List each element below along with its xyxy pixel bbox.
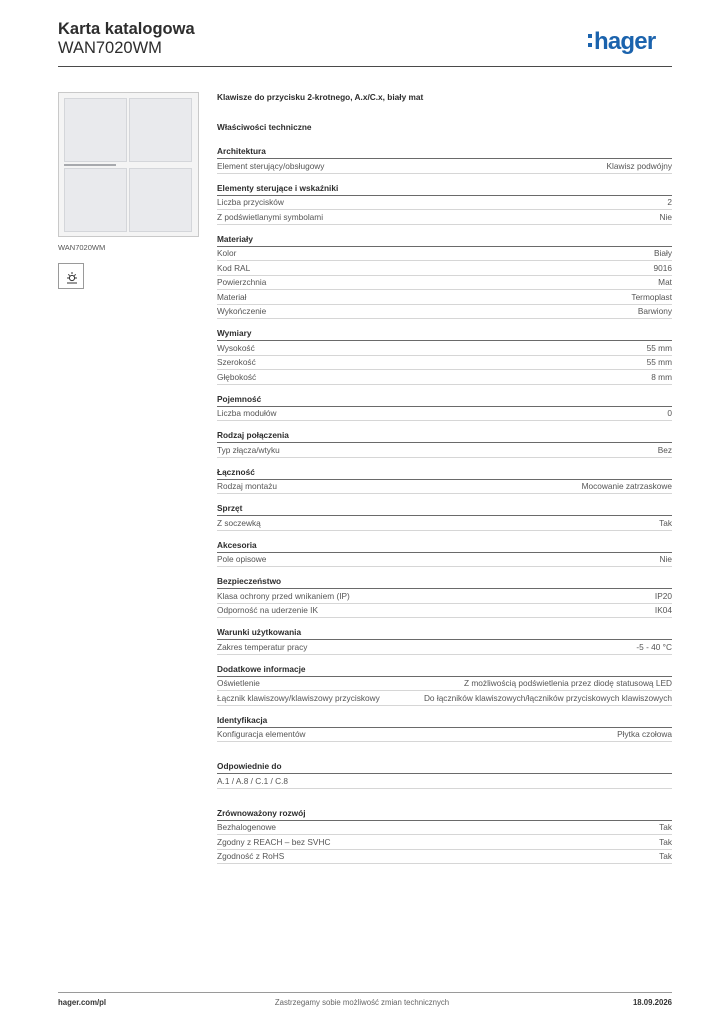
spec-value: 55 mm bbox=[646, 357, 672, 367]
spec-label: Pole opisowe bbox=[217, 554, 267, 564]
rocker-tile bbox=[129, 168, 192, 232]
rocker-tile bbox=[64, 98, 127, 162]
logo-dots bbox=[588, 34, 592, 50]
spec-value: Tak bbox=[659, 517, 672, 528]
spec-value: Nie bbox=[659, 554, 672, 564]
spec-row bbox=[217, 553, 672, 568]
spec-value: Mocowanie zatrzaskowe bbox=[581, 481, 672, 491]
spec-label: Wykończenie bbox=[217, 306, 267, 316]
spec-row bbox=[217, 356, 672, 371]
spec-row bbox=[217, 407, 672, 422]
led-strip bbox=[64, 164, 116, 166]
spec-row bbox=[217, 305, 672, 320]
spec-row bbox=[217, 774, 672, 789]
spec-label: Oświetlenie bbox=[217, 678, 260, 688]
rocker-tile bbox=[129, 98, 192, 162]
spec-value: 55 mm bbox=[646, 342, 672, 353]
spec-value: 8 mm bbox=[651, 371, 672, 382]
header-divider bbox=[58, 66, 672, 67]
product-image bbox=[58, 92, 199, 237]
page-title: Karta katalogowa bbox=[58, 20, 195, 38]
section-title: Identyfikacja bbox=[217, 714, 672, 728]
spec-sections bbox=[217, 145, 672, 742]
footer-date: 18.09.2026 bbox=[632, 998, 672, 1007]
spec-value: IK04 bbox=[654, 605, 672, 615]
spec-label: Z podświetlanymi symbolami bbox=[217, 211, 324, 222]
section-title: Architektura bbox=[217, 145, 672, 159]
spec-value: A.1 / A.8 / C.1 / C.8 bbox=[217, 775, 289, 786]
hager-logo: hager bbox=[594, 28, 656, 55]
section-title: Warunki użytkowania bbox=[217, 626, 672, 640]
spec-value: -5 - 40 °C bbox=[636, 641, 672, 652]
spec-row bbox=[217, 370, 672, 385]
section-title: Rodzaj połączenia bbox=[217, 429, 672, 443]
section-title: Sprzęt bbox=[217, 502, 672, 516]
spec-value: Barwiony bbox=[637, 306, 672, 316]
spec-row bbox=[217, 210, 672, 225]
spec-row bbox=[217, 677, 672, 692]
spec-row bbox=[217, 480, 672, 495]
spec-label: Konfiguracja elementów bbox=[217, 729, 306, 739]
sustainability-section bbox=[217, 807, 672, 865]
spec-section bbox=[217, 429, 672, 458]
spec-value: Do łączników klawiszowych/łączników przyciskowych klawiszowych bbox=[423, 692, 672, 703]
spec-section bbox=[217, 663, 672, 706]
spec-value: Tak bbox=[659, 836, 672, 847]
spec-value: 9016 bbox=[653, 262, 672, 273]
spec-section bbox=[217, 327, 672, 385]
lens-led-icon bbox=[58, 263, 84, 289]
image-caption: WAN7020WM bbox=[58, 243, 106, 252]
spec-row bbox=[217, 640, 672, 655]
spec-label: Rodzaj montażu bbox=[217, 481, 277, 491]
spec-value: Tak bbox=[659, 822, 672, 832]
spec-content bbox=[217, 92, 672, 872]
spec-label: Kod RAL bbox=[217, 262, 251, 273]
product-code: WAN7020WM bbox=[58, 39, 162, 57]
spec-value: IP20 bbox=[654, 590, 672, 601]
spec-section bbox=[217, 145, 672, 174]
spec-label: Powierzchnia bbox=[217, 277, 267, 287]
spec-value: 0 bbox=[667, 408, 672, 418]
section-title: Łączność bbox=[217, 466, 672, 480]
spec-section bbox=[217, 714, 672, 743]
spec-label: Łącznik klawiszowy/klawiszowy przyciskowy bbox=[217, 692, 380, 703]
product-description: Klawisze do przycisku 2-krotnego, A.x/C.x, biały mat bbox=[217, 92, 424, 102]
spec-label: Zgodny z REACH – bez SVHC bbox=[217, 836, 331, 847]
spec-label: Liczba przycisków bbox=[217, 197, 284, 207]
spec-section bbox=[217, 182, 672, 225]
spec-row bbox=[217, 516, 672, 531]
spec-label: Materiał bbox=[217, 291, 247, 302]
footer-divider bbox=[58, 992, 672, 993]
spec-label: Liczba modułów bbox=[217, 408, 277, 418]
spec-value: Klawisz podwójny bbox=[606, 160, 672, 171]
suitable-section bbox=[217, 760, 672, 789]
spec-row bbox=[217, 691, 672, 706]
spec-row bbox=[217, 196, 672, 211]
spec-row bbox=[217, 341, 672, 356]
rocker-tile bbox=[64, 168, 127, 232]
spec-value: Termoplast bbox=[631, 291, 672, 302]
section-title: Materiały bbox=[217, 233, 672, 247]
spec-label: Szerokość bbox=[217, 357, 256, 367]
spec-label: Element sterujący/obsługowy bbox=[217, 160, 325, 171]
spec-row bbox=[217, 443, 672, 458]
section-title: Akcesoria bbox=[217, 539, 672, 553]
spec-value: Z możliwością podświetlenia przez diodę statusową LED bbox=[464, 678, 672, 688]
spec-label: Z soczewką bbox=[217, 517, 261, 528]
spec-section bbox=[217, 393, 672, 422]
spec-label: Zakres temperatur pracy bbox=[217, 641, 308, 652]
section-title: Elementy sterujące i wskaźniki bbox=[217, 182, 672, 196]
section-title: Pojemność bbox=[217, 393, 672, 407]
spec-value: Nie bbox=[659, 211, 672, 222]
spec-label: Głębokość bbox=[217, 371, 257, 382]
spec-row bbox=[217, 276, 672, 291]
spec-section bbox=[217, 233, 672, 320]
section-title: Zrównoważony rozwój bbox=[217, 807, 672, 821]
section-title: Dodatkowe informacje bbox=[217, 663, 672, 677]
spec-label: Bezhalogenowe bbox=[217, 822, 277, 832]
spec-section bbox=[217, 575, 672, 618]
spec-section bbox=[217, 502, 672, 531]
footer-disclaimer: Zastrzegamy sobie możliwość zmian technicznych bbox=[274, 998, 450, 1007]
spec-section bbox=[217, 466, 672, 495]
spec-section bbox=[217, 626, 672, 655]
spec-value: 2 bbox=[667, 197, 672, 207]
spec-row bbox=[217, 835, 672, 850]
spec-row bbox=[217, 604, 672, 619]
section-title: Wymiary bbox=[217, 327, 672, 341]
spec-label: Typ złącza/wtyku bbox=[217, 444, 280, 455]
spec-row bbox=[217, 290, 672, 305]
spec-row bbox=[217, 261, 672, 276]
spec-label: Wysokość bbox=[217, 342, 255, 353]
spec-label: Kolor bbox=[217, 248, 237, 258]
spec-label: Zgodność z RoHS bbox=[217, 851, 285, 861]
spec-value: Tak bbox=[659, 851, 672, 861]
spec-row bbox=[217, 589, 672, 604]
tech-properties-title: Właściwości techniczne bbox=[217, 122, 312, 132]
section-title: Odpowiednie do bbox=[217, 760, 672, 774]
footer-website: hager.com/pl bbox=[58, 998, 107, 1007]
spec-row bbox=[217, 850, 672, 865]
spec-row bbox=[217, 159, 672, 174]
section-title: Bezpieczeństwo bbox=[217, 575, 672, 589]
spec-value: Biały bbox=[654, 248, 672, 258]
spec-value: Mat bbox=[658, 277, 672, 287]
spec-row bbox=[217, 247, 672, 262]
spec-label: Odporność na uderzenie IK bbox=[217, 605, 319, 615]
spec-row bbox=[217, 821, 672, 836]
spec-value: Bez bbox=[657, 444, 672, 455]
spec-value: Płytka czołowa bbox=[617, 729, 672, 739]
spec-row bbox=[217, 728, 672, 743]
spec-label: Klasa ochrony przed wnikaniem (IP) bbox=[217, 590, 350, 601]
spec-section bbox=[217, 539, 672, 568]
sustainability-rows bbox=[217, 821, 672, 865]
